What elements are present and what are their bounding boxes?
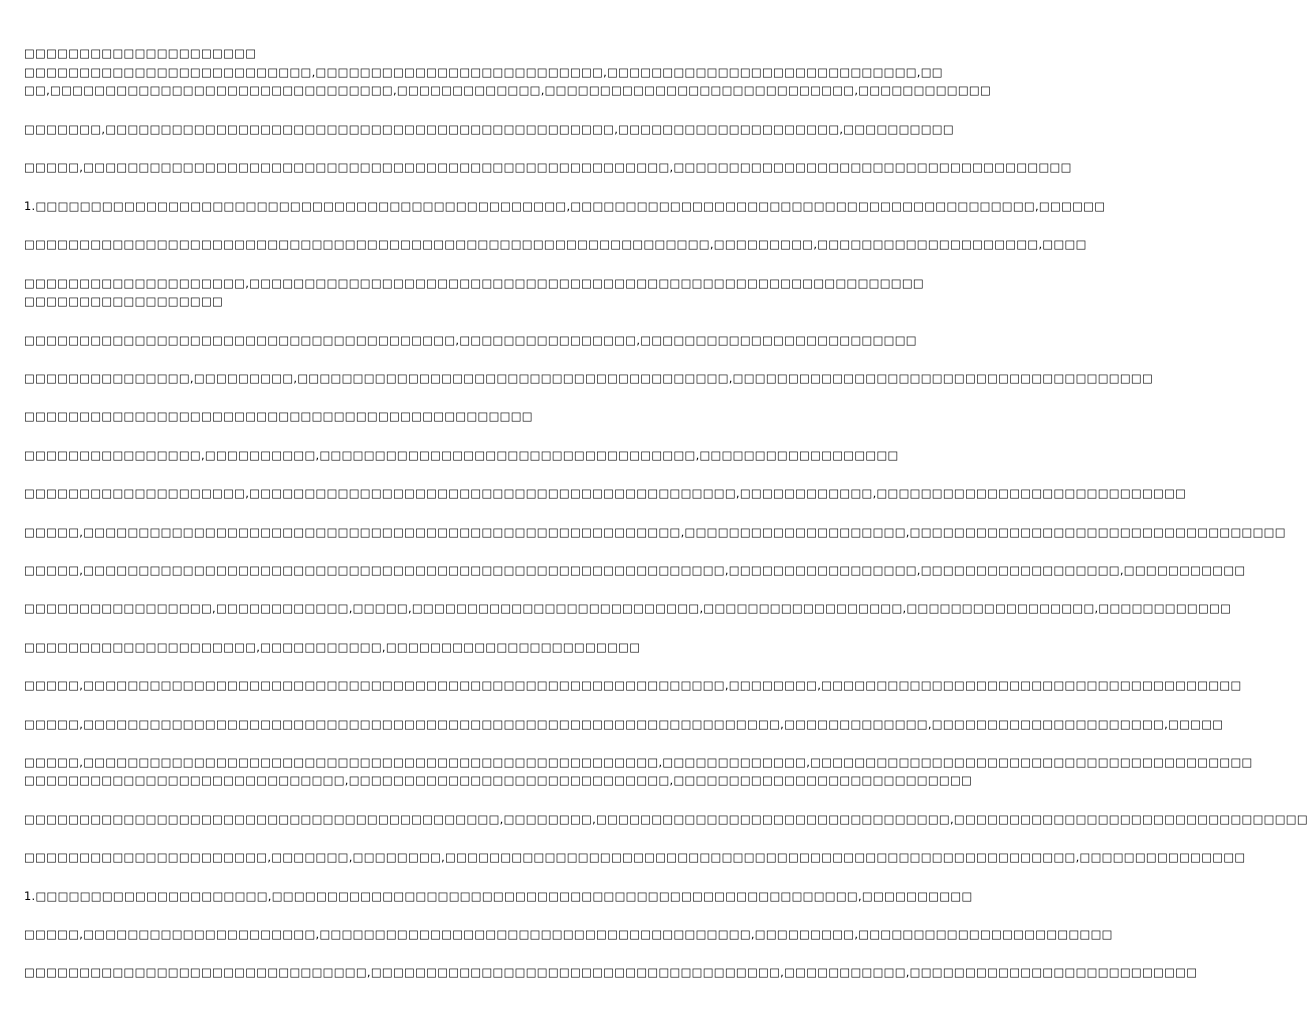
paragraph-5-line-1: □□□□□□□□□□□□□□□□□□□□□□□□□□□□□□□□□□□□□□□□□□□□□□□□□□□□□□□□□□□□□□,□□□□□□□□□,□□□□□□□□□□□□□□□□□□□□,□□□□ (24, 237, 1087, 251)
paragraph-18-line-1: □□□□□,□□□□□□□□□□□□□□□□□□□□□□□□□□□□□□□□□□□□□□□□□□□□□□□□□□□□,□□□□□□□□□□□□□,□□□□□□□□□□□□□□□□□□□□□□□□□□□□□□□□□□□□□□□□ (24, 755, 1253, 769)
paragraph-17-line-1: □□□□□,□□□□□□□□□□□□□□□□□□□□□□□□□□□□□□□□□□□□□□□□□□□□□□□□□□□□□□□□□□□□□□□,□□□□□□□□□□□□□,□□□□□□□□□□□□□□□□□□□□□,□□□□□ (24, 717, 1224, 731)
paragraph-3-line-1: □□□□□,□□□□□□□□□□□□□□□□□□□□□□□□□□□□□□□□□□□□□□□□□□□□□□□□□□□□□,□□□□□□□□□□□□□□□□□□□□□□□□□□□□□□□□□□□□ (24, 160, 1072, 174)
paragraph-9-line-1: □□□□□□□□□□□□□□□□□□□□□□□□□□□□□□□□□□□□□□□□□□□□□□ (24, 409, 533, 423)
paragraph-13-line-1: □□□□□,□□□□□□□□□□□□□□□□□□□□□□□□□□□□□□□□□□□□□□□□□□□□□□□□□□□□□□□□□□,□□□□□□□□□□□□□□□□□,□□□□□□□□□□□□□□□□□□,□□□□□□□□□□□ (24, 563, 1246, 577)
paragraph-22-line-1: □□□□□,□□□□□□□□□□□□□□□□□□□□□,□□□□□□□□□□□□□□□□□□□□□□□□□□□□□□□□□□□□□□□,□□□□□□□□□,□□□□□□□□□□□□□□□□□□□□□□□ (24, 927, 1113, 941)
paragraph-12-line-1: □□□□□,□□□□□□□□□□□□□□□□□□□□□□□□□□□□□□□□□□□□□□□□□□□□□□□□□□□□□□,□□□□□□□□□□□□□□□□□□□□,□□□□□□□□□□□□□□□□□□□□□□□□□□□□□□□□□□ (24, 525, 1286, 539)
paragraph-23-line-1: □□□□□□□□□□□□□□□□□□□□□□□□□□□□□□□,□□□□□□□□□□□□□□□□□□□□□□□□□□□□□□□□□□□□□,□□□□□□□□□□□,□□□□□□□□□□□□□□□□□□□□□□□□□□ (24, 965, 1198, 979)
paragraph-20-line-1: □□□□□□□□□□□□□□□□□□□□□□,□□□□□□□,□□□□□□□□,□□□□□□□□□□□□□□□□□□□□□□□□□□□□□□□□□□□□□□□□□□□□□□□□□□□□□□□□□,□□□□□□□□□□□□□□□ (24, 850, 1246, 864)
paragraph-21-line-1: 1.□□□□□□□□□□□□□□□□□□□□□,□□□□□□□□□□□□□□□□□□□□□□□□□□□□□□□□□□□□□□□□□□□□□□□□□□□□□,□□□□□□□□□□ (24, 889, 973, 903)
paragraph-11-line-1: □□□□□□□□□□□□□□□□□□□□,□□□□□□□□□□□□□□□□□□□□□□□□□□□□□□□□□□□□□□□□□□□□,□□□□□□□□□□□□,□□□□□□□□□□□□□□□□□□□□□□□□□□□□ (24, 486, 1187, 500)
paragraph-10-line-1: □□□□□□□□□□□□□□□□,□□□□□□□□□□,□□□□□□□□□□□□□□□□□□□□□□□□□□□□□□□□□□,□□□□□□□□□□□□□□□□□□ (24, 448, 899, 462)
paragraph-2-line-1: □□□□□□□,□□□□□□□□□□□□□□□□□□□□□□□□□□□□□□□□□□□□□□□□□□□□□□,□□□□□□□□□□□□□□□□□□□□,□□□□□□□□□□ (24, 122, 954, 136)
paragraph-16-line-1: □□□□□,□□□□□□□□□□□□□□□□□□□□□□□□□□□□□□□□□□□□□□□□□□□□□□□□□□□□□□□□□□,□□□□□□□□,□□□□□□□□□□□□□□□□□□□□□□□□□□□□□□□□□□□□□□ (24, 678, 1242, 692)
paragraph-4-line-1: 1.□□□□□□□□□□□□□□□□□□□□□□□□□□□□□□□□□□□□□□□□□□□□□□□□,□□□□□□□□□□□□□□□□□□□□□□□□□□□□□□□□□□□□□□□□□□,□□□□□□ (24, 199, 1106, 213)
paragraph-15-line-1: □□□□□□□□□□□□□□□□□□□□□,□□□□□□□□□□□,□□□□□□□□□□□□□□□□□□□□□□□ (24, 640, 641, 654)
paragraph-6-line-1: □□□□□□□□□□□□□□□□□□□□,□□□□□□□□□□□□□□□□□□□□□□□□□□□□□□□□□□□□□□□□□□□□□□□□□□□□□□□□□□□□□ (24, 276, 924, 290)
paragraph-7-line-1: □□□□□□□□□□□□□□□□□□□□□□□□□□□□□□□□□□□□□□□,□□□□□□□□□□□□□□□□,□□□□□□□□□□□□□□□□□□□□□□□□□ (24, 333, 917, 347)
paragraph-1-line-1: □□□□□□□□□□□□□□□□□□□□□ (24, 46, 257, 60)
paragraph-6-line-2: □□□□□□□□□□□□□□□□□□ (24, 294, 224, 308)
paragraph-8-line-1: □□□□□□□□□□□□□□□,□□□□□□□□□,□□□□□□□□□□□□□□□□□□□□□□□□□□□□□□□□□□□□□□□,□□□□□□□□□□□□□□□□□□□□□□□□□□□□□□□□□□□□□□ (24, 371, 1154, 385)
paragraph-19-line-1: □□□□□□□□□□□□□□□□□□□□□□□□□□□□□□□□□□□□□□□□□□□,□□□□□□□□,□□□□□□□□□□□□□□□□□□□□□□□□□□□□□□□□,□□□□□□□□□□□□□□□□□□□□□□□□□□□□□□□□ (24, 812, 1308, 826)
paragraph-1-line-3: □□,□□□□□□□□□□□□□□□□□□□□□□□□□□□□□□□,□□□□□□□□□□□□□,□□□□□□□□□□□□□□□□□□□□□□□□□□□□,□□□□□□□□□□□□ (24, 83, 992, 97)
paragraph-18-line-2: □□□□□□□□□□□□□□□□□□□□□□□□□□□□□,□□□□□□□□□□□□□□□□□□□□□□□□□□□□□,□□□□□□□□□□□□□□□□□□□□□□□□□□□ (24, 773, 973, 787)
paragraph-14-line-1: □□□□□□□□□□□□□□□□□,□□□□□□□□□□□□,□□□□□,□□□□□□□□□□□□□□□□□□□□□□□□□□,□□□□□□□□□□□□□□□□□□,□□□□□□□□□□□□□□□□□,□□□□□□□□□□□□ (24, 601, 1232, 615)
paragraph-1-line-2: □□□□□□□□□□□□□□□□□□□□□□□□□□,□□□□□□□□□□□□□□□□□□□□□□□□□□,□□□□□□□□□□□□□□□□□□□□□□□□□□□□,□□ (24, 65, 943, 79)
